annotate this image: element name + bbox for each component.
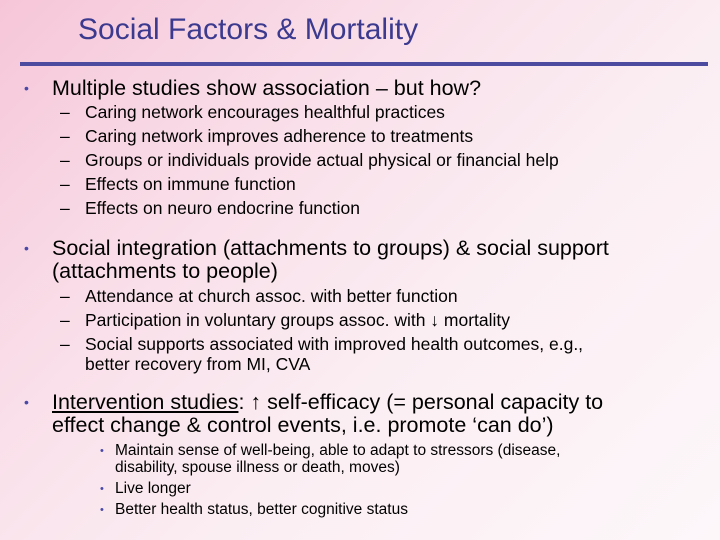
tertiary-bullet-text: Live longer [115,480,191,497]
tertiary-bullet-text: disability, spouse illness or death, moves) [115,459,400,476]
dash-icon: – [60,286,70,306]
sub-bullet-text: better recovery from MI, CVA [85,354,311,374]
dash-icon: – [60,102,70,122]
sub-bullet-text: Social supports associated with improved health outcomes, e.g., [85,334,584,354]
dash-icon: – [60,334,70,354]
sub-bullet-text: Caring network encourages healthful practices [85,102,445,122]
bullet-icon: • [100,445,104,457]
bullet-text: Social integration (attachments to groups) & social support [52,236,609,260]
bullet-icon: • [24,80,29,96]
sub-bullet-text: Groups or individuals provide actual physical or financial help [85,150,559,170]
bullet-icon: • [100,504,104,516]
bullet-text: (attachments to people) [52,259,278,283]
dash-icon: – [60,150,70,170]
slide-title: Social Factors & Mortality [78,13,419,46]
sub-bullet-text: Caring network improves adherence to treatments [85,126,474,146]
bullet-icon: • [24,240,29,256]
sub-bullet-text: Effects on immune function [85,174,296,194]
bullet-text [52,390,603,414]
dash-icon: – [60,174,70,194]
dash-icon: – [60,126,70,146]
lead-rest: : ↑ self-efficacy (= personal capacity to [238,390,604,414]
tertiary-bullet-text: Better health status, better cognitive status [115,501,408,518]
bullet-text: effect change & control events, i.e. promote ‘can do’) [52,413,554,437]
dash-icon: – [60,198,70,218]
title-rule [20,62,708,66]
bullet-icon: • [100,483,104,495]
sub-bullet-text: Participation in voluntary groups assoc. with ↓ mortality [85,310,511,330]
bullet-text: Multiple studies show association – but how? [52,76,482,100]
tertiary-bullet-text: Maintain sense of well-being, able to adapt to stressors (disease, [115,442,561,459]
underlined-lead: Intervention studies [52,390,239,414]
sub-bullet-text: Attendance at church assoc. with better function [85,286,458,306]
bullet-icon: • [24,394,29,410]
sub-bullet-text: Effects on neuro endocrine function [85,198,361,218]
dash-icon: – [60,310,70,330]
